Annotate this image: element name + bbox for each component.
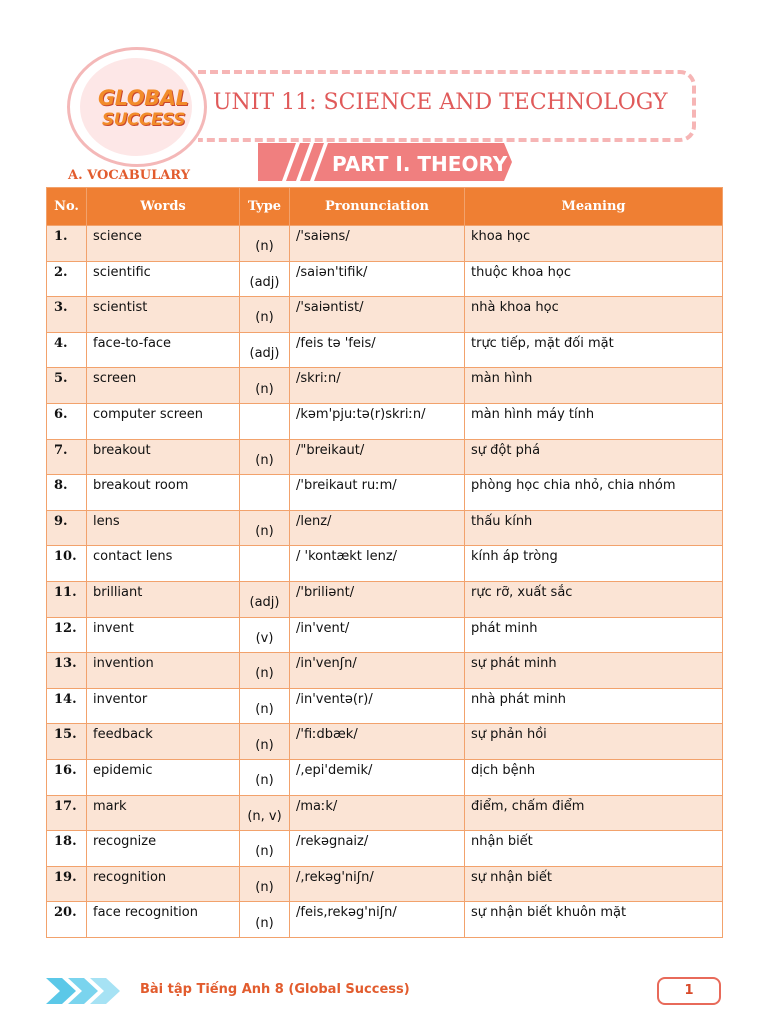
cell-no: 2. [47,261,87,297]
cell-pronunciation: /'breikaut ruːm/ [290,475,465,511]
vocabulary-table-body [47,226,723,938]
unit-title: UNIT 11: SCIENCE AND TECHNOLOGY [213,90,668,115]
cell-type [240,475,290,511]
cell-no: 13. [47,653,87,689]
table-row [47,226,723,262]
cell-type: (n) [240,688,290,724]
cell-type: (adj) [240,581,290,617]
cell-no: 16. [47,759,87,795]
cell-type: (n) [240,510,290,546]
cell-meaning: sự đột phá [465,439,723,475]
cell-meaning: kính áp tròng [465,546,723,582]
cell-meaning: sự nhận biết [465,866,723,902]
cell-pronunciation: /,epi'demik/ [290,759,465,795]
cell-type [240,546,290,582]
cell-type: (n) [240,902,290,938]
cell-meaning: thuộc khoa học [465,261,723,297]
cell-word: feedback [87,724,240,760]
logo-text-success: SUCCESS [102,110,185,130]
cell-pronunciation: /in'ventə(r)/ [290,688,465,724]
table-row [47,653,723,689]
cell-type: (adj) [240,332,290,368]
cell-no: 8. [47,475,87,511]
cell-pronunciation: /rekəgnaiz/ [290,831,465,867]
cell-pronunciation: /skriːn/ [290,368,465,404]
cell-pronunciation: /kəm'pjuːtə(r)skriːn/ [290,403,465,439]
table-row [47,439,723,475]
cell-word: invention [87,653,240,689]
table-row [47,617,723,653]
cell-no: 4. [47,332,87,368]
cell-no: 15. [47,724,87,760]
cell-meaning: màn hình [465,368,723,404]
table-row [47,261,723,297]
header-type: Type [240,188,290,226]
cell-meaning: khoa học [465,226,723,262]
cell-meaning: rực rỡ, xuất sắc [465,581,723,617]
cell-word: brilliant [87,581,240,617]
cell-no: 12. [47,617,87,653]
table-row [47,546,723,582]
cell-word: epidemic [87,759,240,795]
table-header-row [47,188,723,226]
cell-type: (n) [240,368,290,404]
cell-word: scientist [87,297,240,333]
cell-no: 6. [47,403,87,439]
cell-word: computer screen [87,403,240,439]
cell-word: recognize [87,831,240,867]
table-row [47,724,723,760]
cell-type [240,403,290,439]
cell-no: 18. [47,831,87,867]
cell-word: breakout room [87,475,240,511]
cell-no: 20. [47,902,87,938]
table-row [47,902,723,938]
cell-pronunciation: /feis tə 'feis/ [290,332,465,368]
cell-meaning: điểm, chấm điểm [465,795,723,831]
cell-no: 14. [47,688,87,724]
cell-type: (n) [240,831,290,867]
cell-no: 19. [47,866,87,902]
cell-type: (n) [240,297,290,333]
table-row [47,368,723,404]
cell-word: scientific [87,261,240,297]
cell-meaning: nhà phát minh [465,688,723,724]
cell-pronunciation: /lenz/ [290,510,465,546]
table-row [47,759,723,795]
cell-word: contact lens [87,546,240,582]
header-words: Words [87,188,240,226]
cell-word: mark [87,795,240,831]
cell-word: invent [87,617,240,653]
header-no: No. [47,188,87,226]
cell-word: recognition [87,866,240,902]
cell-type: (n) [240,653,290,689]
footer-text: Bài tập Tiếng Anh 8 (Global Success) [140,982,410,997]
cell-type: (n) [240,439,290,475]
cell-meaning: sự phản hồi [465,724,723,760]
table-row [47,297,723,333]
cell-no: 11. [47,581,87,617]
cell-no: 1. [47,226,87,262]
cell-pronunciation: /"breikaut/ [290,439,465,475]
cell-meaning: nhận biết [465,831,723,867]
table-row [47,510,723,546]
cell-word: screen [87,368,240,404]
section-title: A. VOCABULARY [68,168,190,183]
cell-pronunciation: / 'kontækt lenz/ [290,546,465,582]
cell-word: face-to-face [87,332,240,368]
table-row [47,403,723,439]
part-banner [258,143,512,181]
cell-type: (n) [240,866,290,902]
cell-pronunciation: /maːk/ [290,795,465,831]
cell-type: (n, v) [240,795,290,831]
logo-text-global: GLOBAL [98,86,189,110]
part-title: PART I. THEORY [332,152,508,176]
cell-meaning: phòng học chia nhỏ, chia nhóm [465,475,723,511]
cell-type: (v) [240,617,290,653]
cell-no: 9. [47,510,87,546]
cell-pronunciation: /'saiəns/ [290,226,465,262]
cell-no: 7. [47,439,87,475]
cell-meaning: thấu kính [465,510,723,546]
cell-type: (n) [240,724,290,760]
header-pronunciation: Pronunciation [290,188,465,226]
cell-type: (n) [240,759,290,795]
cell-no: 10. [47,546,87,582]
table-row [47,332,723,368]
cell-word: science [87,226,240,262]
table-row [47,581,723,617]
table-row [47,688,723,724]
cell-word: lens [87,510,240,546]
cell-meaning: sự nhận biết khuôn mặt [465,902,723,938]
cell-type: (adj) [240,261,290,297]
cell-word: face recognition [87,902,240,938]
footer-arrows-icon [46,976,136,1006]
cell-no: 17. [47,795,87,831]
cell-type: (n) [240,226,290,262]
cell-pronunciation: /feis,rekəg'niʃn/ [290,902,465,938]
cell-word: breakout [87,439,240,475]
cell-meaning: dịch bệnh [465,759,723,795]
table-row [47,475,723,511]
header-meaning: Meaning [465,188,723,226]
page-number: 1 [657,977,721,1005]
cell-pronunciation: /,rekəg'niʃn/ [290,866,465,902]
cell-pronunciation: /saiən'tifik/ [290,261,465,297]
cell-pronunciation: /'fiːdbæk/ [290,724,465,760]
cell-meaning: sự phát minh [465,653,723,689]
vocabulary-table [46,187,723,938]
cell-word: inventor [87,688,240,724]
table-row [47,831,723,867]
cell-pronunciation: /'saiəntist/ [290,297,465,333]
table-row [47,866,723,902]
cell-meaning: trực tiếp, mặt đối mặt [465,332,723,368]
table-row [47,795,723,831]
cell-meaning: nhà khoa học [465,297,723,333]
cell-no: 3. [47,297,87,333]
cell-no: 5. [47,368,87,404]
cell-pronunciation: /in'venʃn/ [290,653,465,689]
cell-pronunciation: /'briliənt/ [290,581,465,617]
cell-meaning: phát minh [465,617,723,653]
cell-pronunciation: /in'vent/ [290,617,465,653]
cell-meaning: màn hình máy tính [465,403,723,439]
